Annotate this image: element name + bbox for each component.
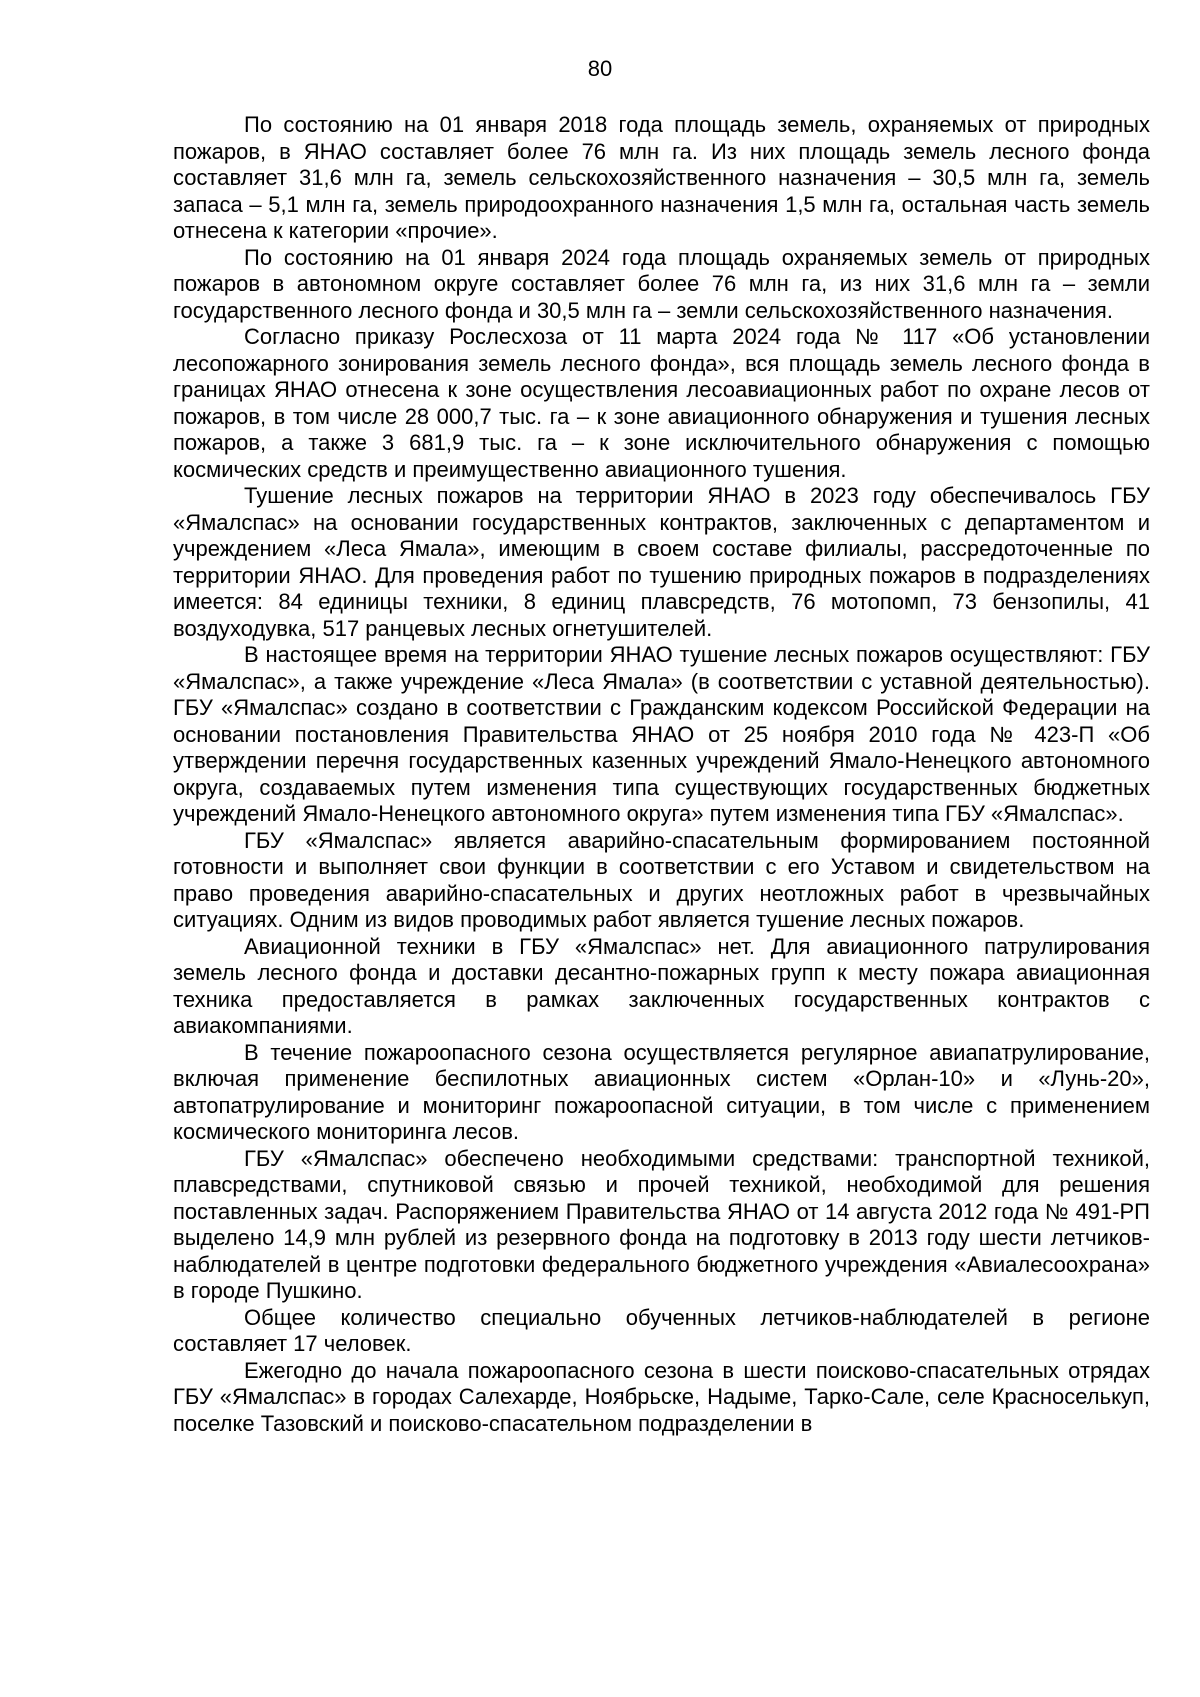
paragraph-land-2018: По состоянию на 01 января 2018 года площадь земель, охраняемых от природных пожаров, в ЯНАО составляет более 76 млн га. Из них площадь земель лесного фонда составляет 31,6 млн га, земель сельскохозяйственного назначения – 30,5 млн га, земель запаса – 5,1 млн га, земель природоохранного назначения 1,5 млн га, остальная часть земель отнесена к категории «прочие». (173, 112, 1150, 243)
paragraph-fire-fighting-2023: Тушение лесных пожаров на территории ЯНАО в 2023 году обеспечивалось ГБУ «Ямалспас» на основании государственных контрактов, заключенных с департаментом и учреждением «Леса Ямала», имеющим в своем составе филиалы, рассредоточенные по территории ЯНАО. Для проведения работ по тушению природных пожаров в подразделениях имеется: 84 единицы техники, 8 единиц плавсредств, 76 мотопомп, 73 бензопилы, 41 воздуходувка, 517 ранцевых лесных огнетушителей. (173, 483, 1150, 641)
paragraph-land-2024: По состоянию на 01 января 2024 года площадь охраняемых земель от природных пожаров в автономном округе составляет более 76 млн га, из них 31,6 млн га – земли государственного лесного фонда и 30,5 млн га – земли сельскохозяйственного назначения. (173, 244, 1150, 323)
page-body (173, 112, 1150, 1437)
paragraph-yamalspas-status: ГБУ «Ямалспас» является аварийно-спасательным формированием постоянной готовности и выполняет свои функции в соответствии с его Уставом и свидетельством на право проведения аварийно-спасательных и других неотложных работ в чрезвычайных ситуациях. Одним из видов проводимых работ является тушение лесных пожаров. (173, 827, 1150, 932)
paragraph-equipment: ГБУ «Ямалспас» обеспечено необходимыми средствами: транспортной техникой, плавсредствами, спутниковой связью и прочей техникой, необходимой для решения поставленных задач. Распоряжением Правительства ЯНАО от 14 августа 2012 года № 491-РП выделено 14,9 млн рублей из резервного фонда на подготовку в 2013 году шести летчиков-наблюдателей в центре подготовки федерального бюджетного учреждения «Авиалесоохрана» в городе Пушкино. (173, 1145, 1150, 1303)
paragraph-observers-count: Общее количество специально обученных летчиков-наблюдателей в регионе составляет 17 человек. (173, 1304, 1150, 1356)
paragraph-annual-preparation: Ежегодно до начала пожароопасного сезона в шести поисково-спасательных отрядах ГБУ «Ямалспас» в городах Салехарде, Ноябрьске, Надыме, Тарко-Сале, селе Красноселькуп, поселке Тазовский и поисково-спасательном подразделении в (173, 1357, 1150, 1436)
paragraph-fire-fighting-organizations: В настоящее время на территории ЯНАО тушение лесных пожаров осуществляют: ГБУ «Ямалспас», а также учреждение «Леса Ямала» (в соответствии с уставной деятельностью). ГБУ «Ямалспас» создано в соответствии с Гражданским кодексом Российской Федерации на основании постановления Правительства ЯНАО от 25 ноября 2010 года № 423-П «Об утверждении перечня государственных казенных учреждений Ямало-Ненецкого автономного округа, создаваемых путем изменения типа существующих государственных бюджетных учреждений Ямало-Ненецкого автономного округа» путем изменения типа ГБУ «Ямалспас». (173, 642, 1150, 826)
paragraph-patrolling: В течение пожароопасного сезона осуществляется регулярное авиапатрулирование, включая применение беспилотных авиационных систем «Орлан-10» и «Лунь-20», автопатрулирование и мониторинг пожароопасной ситуации, в том числе с применением космического мониторинга лесов. (173, 1039, 1150, 1144)
page-number: 80 (587, 56, 613, 81)
paragraph-aviation: Авиационной техники в ГБУ «Ямалспас» нет. Для авиационного патрулирования земель лесного фонда и доставки десантно-пожарных групп к месту пожара авиационная техника предоставляется в рамках заключенных государственных контрактов с авиакомпаниями. (173, 933, 1150, 1038)
paragraph-fire-zoning: Согласно приказу Рослесхоза от 11 марта 2024 года № 117 «Об установлении лесопожарного зонирования земель лесного фонда», вся площадь земель лесного фонда в границах ЯНАО отнесена к зоне осуществления лесоавиационных работ по охране лесов от пожаров, в том числе 28 000,7 тыс. га – к зоне авиационного обнаружения и тушения лесных пожаров, а также 3 681,9 тыс. га – к зоне исключительного обнаружения с помощью космических средств и преимущественно авиационного тушения. (173, 324, 1150, 482)
